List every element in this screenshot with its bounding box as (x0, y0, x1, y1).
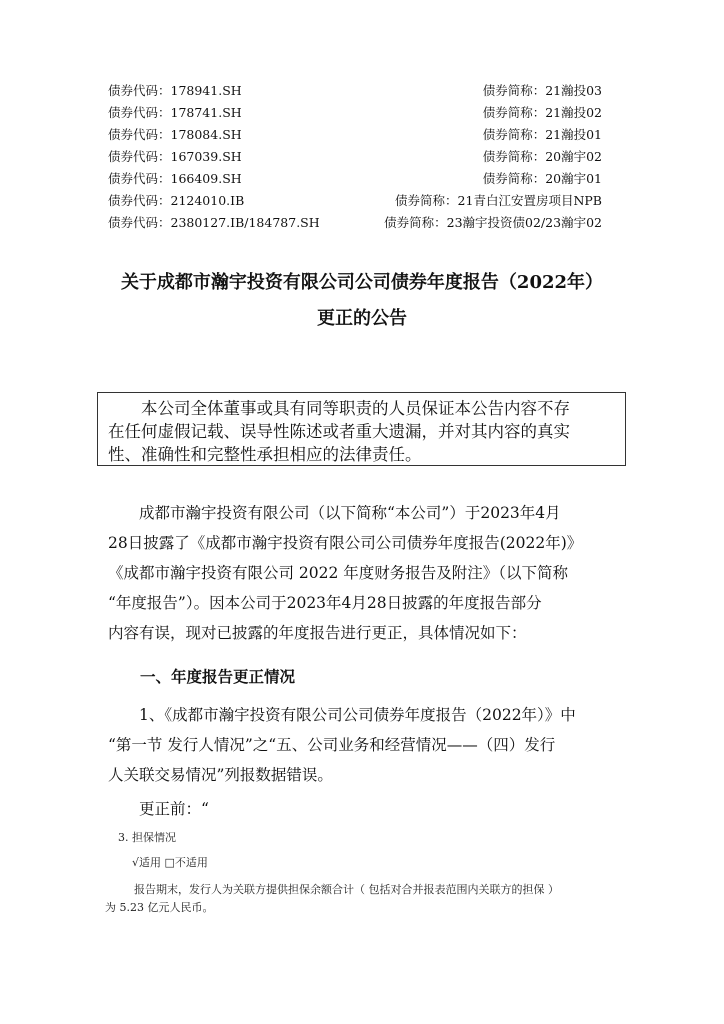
paragraph-line: 成都市瀚宇投资有限公司（以下简称“本公司”）于2023年4月 (139, 504, 561, 522)
bond-code: 债券代码：2380127.IB/184787.SH (108, 215, 320, 230)
bond-short-name: 债券简称：20瀚宇01 (482, 171, 602, 186)
excerpt-line: 报告期末，发行人为关联方提供担保余额合计（ 包括对合并报表范围内关联方的担保 ） (134, 883, 559, 896)
bond-code-row (108, 146, 602, 168)
paragraph-line: “第一节 发行人情况”之“五、公司业务和经营情况——（四）发行 (108, 736, 556, 754)
responsibility-statement-box (97, 392, 626, 466)
bond-short-name: 债券简称：21青白江安置房项目NPB (395, 193, 602, 208)
bond-short-name: 债券简称：23瀚宇投资债02/23瀚宇02 (384, 215, 602, 230)
paragraph-line: 内容有误，现对已披露的年度报告进行更正，具体情况如下： (108, 624, 527, 642)
before-correction-label (108, 794, 620, 824)
paragraph-line: 《成都市瀚宇投资有限公司 2022 年度财务报告及附注》（以下简称 (108, 564, 569, 582)
excerpt-heading: 3. 担保情况 (118, 831, 176, 844)
bond-short-name: 债券简称：21瀚投01 (482, 127, 602, 142)
document-subtitle: 更正的公告 (317, 308, 407, 329)
bond-code-row (108, 168, 602, 190)
bond-code: 债券代码：2124010.IB (108, 193, 245, 208)
intro-paragraph (108, 498, 620, 648)
paragraph-line: 更正前：“ (139, 800, 209, 818)
bond-code: 债券代码：178941.SH (108, 83, 242, 98)
bond-code-list (108, 80, 602, 234)
paragraph-line: 人关联交易情况”列报数据错误。 (108, 766, 333, 784)
excerpt-line: 为 5.23 亿元人民币。 (105, 901, 214, 914)
correction-item-paragraph (108, 700, 620, 790)
paragraph-line: 1、《成都市瀚宇投资有限公司公司债券年度报告（2022年）》中 (139, 706, 576, 724)
bond-short-name: 债券简称：21瀚投03 (482, 83, 602, 98)
paragraph-line: 28日披露了《成都市瀚宇投资有限公司公司债券年度报告(2022年)》 (108, 534, 583, 552)
bond-code-row (108, 212, 602, 234)
statement-line: 本公司全体董事或具有同等职责的人员保证本公告内容不存 (141, 399, 570, 418)
bond-short-name: 债券简称：20瀚宇02 (482, 149, 602, 164)
excerpt-applicable: √适用 □不适用 (132, 856, 208, 869)
bond-code: 债券代码：178084.SH (108, 127, 242, 142)
bond-code-row (108, 190, 602, 212)
bond-code: 债券代码：178741.SH (108, 105, 242, 120)
bond-short-name: 债券简称：21瀚投02 (482, 105, 602, 120)
section-heading: 一、年度报告更正情况 (140, 667, 296, 686)
statement-line: 性、准确性和完整性承担相应的法律责任。 (108, 445, 422, 464)
bond-code: 债券代码：166409.SH (108, 171, 242, 186)
paragraph-line: “年度报告”）。因本公司于2023年4月28日披露的年度报告部分 (108, 594, 542, 612)
bond-code-row (108, 102, 602, 124)
bond-code-row (108, 80, 602, 102)
document-title: 关于成都市瀚宇投资有限公司公司债券年度报告（2022年） (120, 272, 604, 293)
bond-code: 债券代码：167039.SH (108, 149, 242, 164)
bond-code-row (108, 124, 602, 146)
statement-line: 在任何虚假记载、误导性陈述或者重大遗漏，并对其内容的真实 (108, 422, 570, 441)
